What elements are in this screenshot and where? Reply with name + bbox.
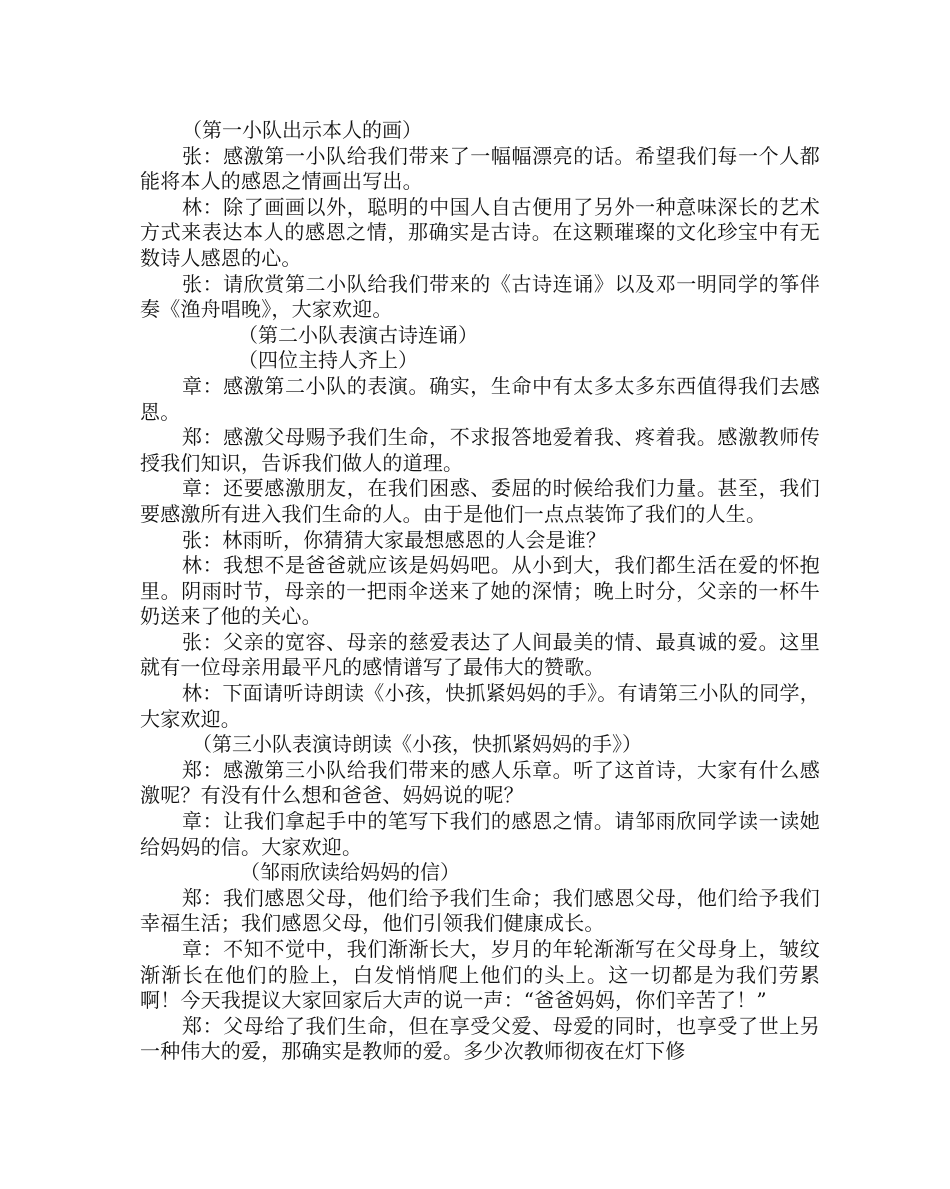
dialogue-paragraph: 林：除了画画以外，聪明的中国人自古便用了另外一种意味深长的艺术方式来表达本人的感恩之情，那确实是古诗。在这颗璀璨的文化珍宝中有无数诗人感恩的心。 <box>140 194 820 270</box>
stage-direction: （四位主持人齐上） <box>238 348 418 373</box>
dialogue-paragraph: 章：感激第二小队的表演。确实，生命中有太多太多东西值得我们去感恩。 <box>140 373 820 424</box>
dialogue-paragraph: 郑：我们感恩父母，他们给予我们生命；我们感恩父母，他们给予我们幸福生活；我们感恩父母，他们引领我们健康成长。 <box>140 885 820 936</box>
dialogue-paragraph: 章：还要感激朋友，在我们困惑、委屈的时候给我们力量。甚至，我们要感激所有进入我们生命的人。由于是他们一点点装饰了我们的人生。 <box>140 476 820 526</box>
dialogue-paragraph: 张：父亲的宽容、母亲的慈爱表达了人间最美的情、最真诚的爱。这里就有一位母亲用最平凡的感情谱写了最伟大的赞歌。 <box>140 629 820 680</box>
dialogue-paragraph: 章：让我们拿起手中的笔写下我们的感恩之情。请邹雨欣同学读一读她给妈妈的信。大家欢迎。 <box>140 809 820 859</box>
dialogue-paragraph: 张：林雨昕，你猜猜大家最想感恩的人会是谁？ <box>182 527 607 552</box>
dialogue-paragraph: 郑：感激父母赐予我们生命，不求报答地爱着我、疼着我。感激教师传授我们知识，告诉我们做人的道理。 <box>140 425 820 475</box>
stage-direction: （第三小队表演诗朗读《小孩，快抓紧妈妈的手》） <box>192 732 642 757</box>
dialogue-paragraph: 张：请欣赏第二小队给我们带来的《古诗连诵》以及邓一明同学的筝伴奏《渔舟唱晚》，大家欢迎。 <box>140 271 820 322</box>
dialogue-paragraph: 林：我想不是爸爸就应该是妈妈吧。从小到大，我们都生活在爱的怀抱里。阴雨时节，母亲的一把雨伞送来了她的深情；晚上时分，父亲的一杯牛奶送来了他的关心。 <box>140 553 820 629</box>
stage-direction: （第二小队表演古诗连诵） <box>238 322 478 347</box>
document-page <box>140 118 820 1065</box>
dialogue-paragraph: 林：下面请听诗朗读《小孩，快抓紧妈妈的手》。有请第三小队的同学，大家欢迎。 <box>140 681 820 731</box>
dialogue-paragraph: 郑：父母给了我们生命，但在享受父爱、母爱的同时，也享受了世上另一种伟大的爱，那确实是教师的爱。多少次教师彻夜在灯下修 <box>140 1013 820 1064</box>
stage-direction: （第一小队出示本人的画） <box>182 118 422 142</box>
dialogue-paragraph: 张：感激第一小队给我们带来了一幅幅漂亮的话。希望我们每一个人都能将本人的感恩之情画出写出。 <box>140 143 820 194</box>
stage-direction: （邹雨欣读给妈妈的信） <box>240 860 460 885</box>
dialogue-paragraph: 郑：感激第三小队给我们带来的感人乐章。听了这首诗，大家有什么感激呢？有没有什么想和爸爸、妈妈说的呢？ <box>140 757 820 808</box>
dialogue-paragraph: 章：不知不觉中，我们渐渐长大，岁月的年轮渐渐写在父母身上，皱纹渐渐长在他们的脸上，白发悄悄爬上他们的头上。这一切都是为我们劳累啊！今天我提议大家回家后大声的说一声：“爸爸妈妈，你们辛苦了！” <box>140 937 820 1013</box>
